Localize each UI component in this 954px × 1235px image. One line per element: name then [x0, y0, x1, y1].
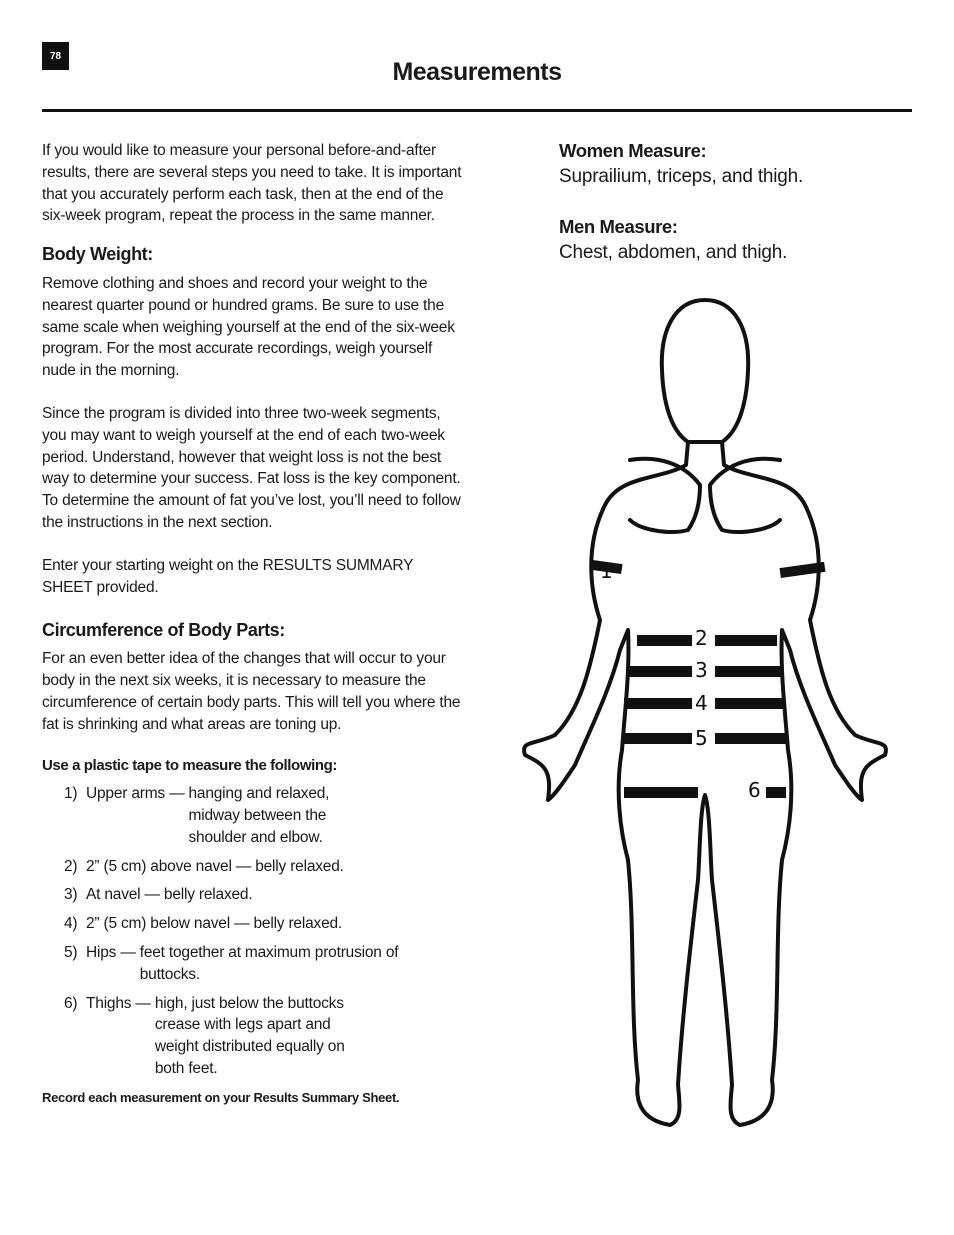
list-item-description: belly relaxed. — [163, 886, 253, 904]
band-2-right — [715, 635, 777, 646]
list-item-description: belly relaxed. — [253, 915, 343, 933]
body-weight-paragraph-2: Since the program is divided into three two-week segments, you may want to weigh yourself at the end of each two-week period. Understand, however that weight loss is not the best way to determine your success. Fat loss is the key component. To determine the amount of fat you’ve lost, you’ll need to follow the instructions in the next section. — [42, 404, 461, 531]
band-6-left — [624, 787, 698, 798]
figure-label-5: 5 — [695, 726, 708, 750]
figure-label-4: 4 — [695, 691, 708, 715]
list-item-number: 6) — [64, 994, 78, 1012]
band-3-right — [715, 666, 781, 677]
circumference-heading: Circumference of Body Parts: — [42, 620, 285, 641]
body-weight-paragraph-3: Enter your starting weight on the RESULTS SUMMARY SHEET provided. — [42, 556, 413, 596]
figure-label-3: 3 — [695, 658, 708, 682]
list-item-number: 4) — [64, 915, 78, 933]
figure-chest-line — [710, 459, 780, 532]
figure-head — [662, 300, 748, 442]
left-column — [42, 140, 462, 1108]
band-5-left — [622, 733, 692, 744]
list-item-part: 2” (5 cm) below navel — — [86, 915, 254, 933]
list-item-description: hanging and relaxed, midway between the shoulder and elbow. — [188, 785, 330, 846]
page-title: Measurements — [392, 58, 562, 86]
list-item — [64, 993, 462, 1080]
intro-paragraph: If you would like to measure your personal before-and-after results, there are several steps you need to take. It is important that you accurately perform each task, then at the end of the six-week program, repeat the process in the same manner. — [42, 142, 462, 225]
band-6-right — [766, 787, 786, 798]
right-column — [559, 138, 919, 266]
list-item-part: At navel — — [86, 886, 164, 904]
women-measure-text: Suprailium, triceps, and thigh. — [559, 166, 804, 187]
band-4-left — [624, 698, 692, 709]
list-item — [64, 913, 462, 935]
figure-label-6: 6 — [748, 778, 761, 802]
circumference-paragraph: For an even better idea of the changes that will occur to your body in the next six weeks, it is necessary to measure the circumference of certain body parts. This will tell you where the fat is shrinking and what areas are toning up. — [42, 650, 461, 733]
list-item-number: 2) — [64, 857, 78, 875]
title-rule — [42, 109, 912, 112]
list-item-part: 2” (5 cm) above navel — — [86, 857, 256, 875]
list-item-description: belly relaxed. — [255, 857, 344, 875]
list-item-description: feet together at maximum protrusion of buttocks. — [139, 943, 399, 983]
body-weight-paragraph-1: Remove clothing and shoes and record your weight to the nearest quarter pound or hundred grams. Be sure to use the same scale when weighing yourself at the end of the six-week program. For the most accurate recordings, weigh yourself nude in the morning. — [42, 274, 455, 380]
list-item-number: 1) — [64, 785, 78, 803]
list-item-number: 3) — [64, 886, 78, 904]
figure-label-1: 1 — [600, 559, 613, 583]
list-item — [64, 856, 462, 878]
men-measure-text: Chest, abdomen, and thigh. — [559, 242, 788, 263]
band-4-right — [715, 698, 785, 709]
list-item — [64, 884, 462, 906]
band-5-right — [715, 733, 787, 744]
band-3-left — [628, 666, 692, 677]
page-number: 78 — [42, 42, 69, 70]
body-figure — [510, 290, 900, 1140]
figure-body-outline — [524, 442, 886, 1125]
women-measure-heading: Women Measure: — [559, 140, 707, 161]
list-item-description: high, just below the buttocks crease with legs apart and weight distributed equally on both feet. — [154, 994, 345, 1077]
list-item — [64, 783, 462, 848]
record-note: Record each measurement on your Results Summary Sheet. — [42, 1089, 400, 1105]
list-item-part: Hips — — [86, 943, 140, 961]
figure-chest-line — [630, 459, 700, 532]
list-item — [64, 942, 462, 986]
list-item-part: Thighs — — [86, 994, 155, 1012]
list-item-number: 5) — [64, 943, 78, 961]
band-2-left — [637, 635, 692, 646]
figure-label-2: 2 — [695, 626, 708, 650]
body-weight-heading: Body Weight: — [42, 244, 153, 265]
list-item-part: Upper arms — — [86, 785, 189, 803]
men-measure-heading: Men Measure: — [559, 216, 678, 237]
measurement-list — [42, 783, 462, 1080]
tape-instructions-heading: Use a plastic tape to measure the following: — [42, 757, 337, 775]
